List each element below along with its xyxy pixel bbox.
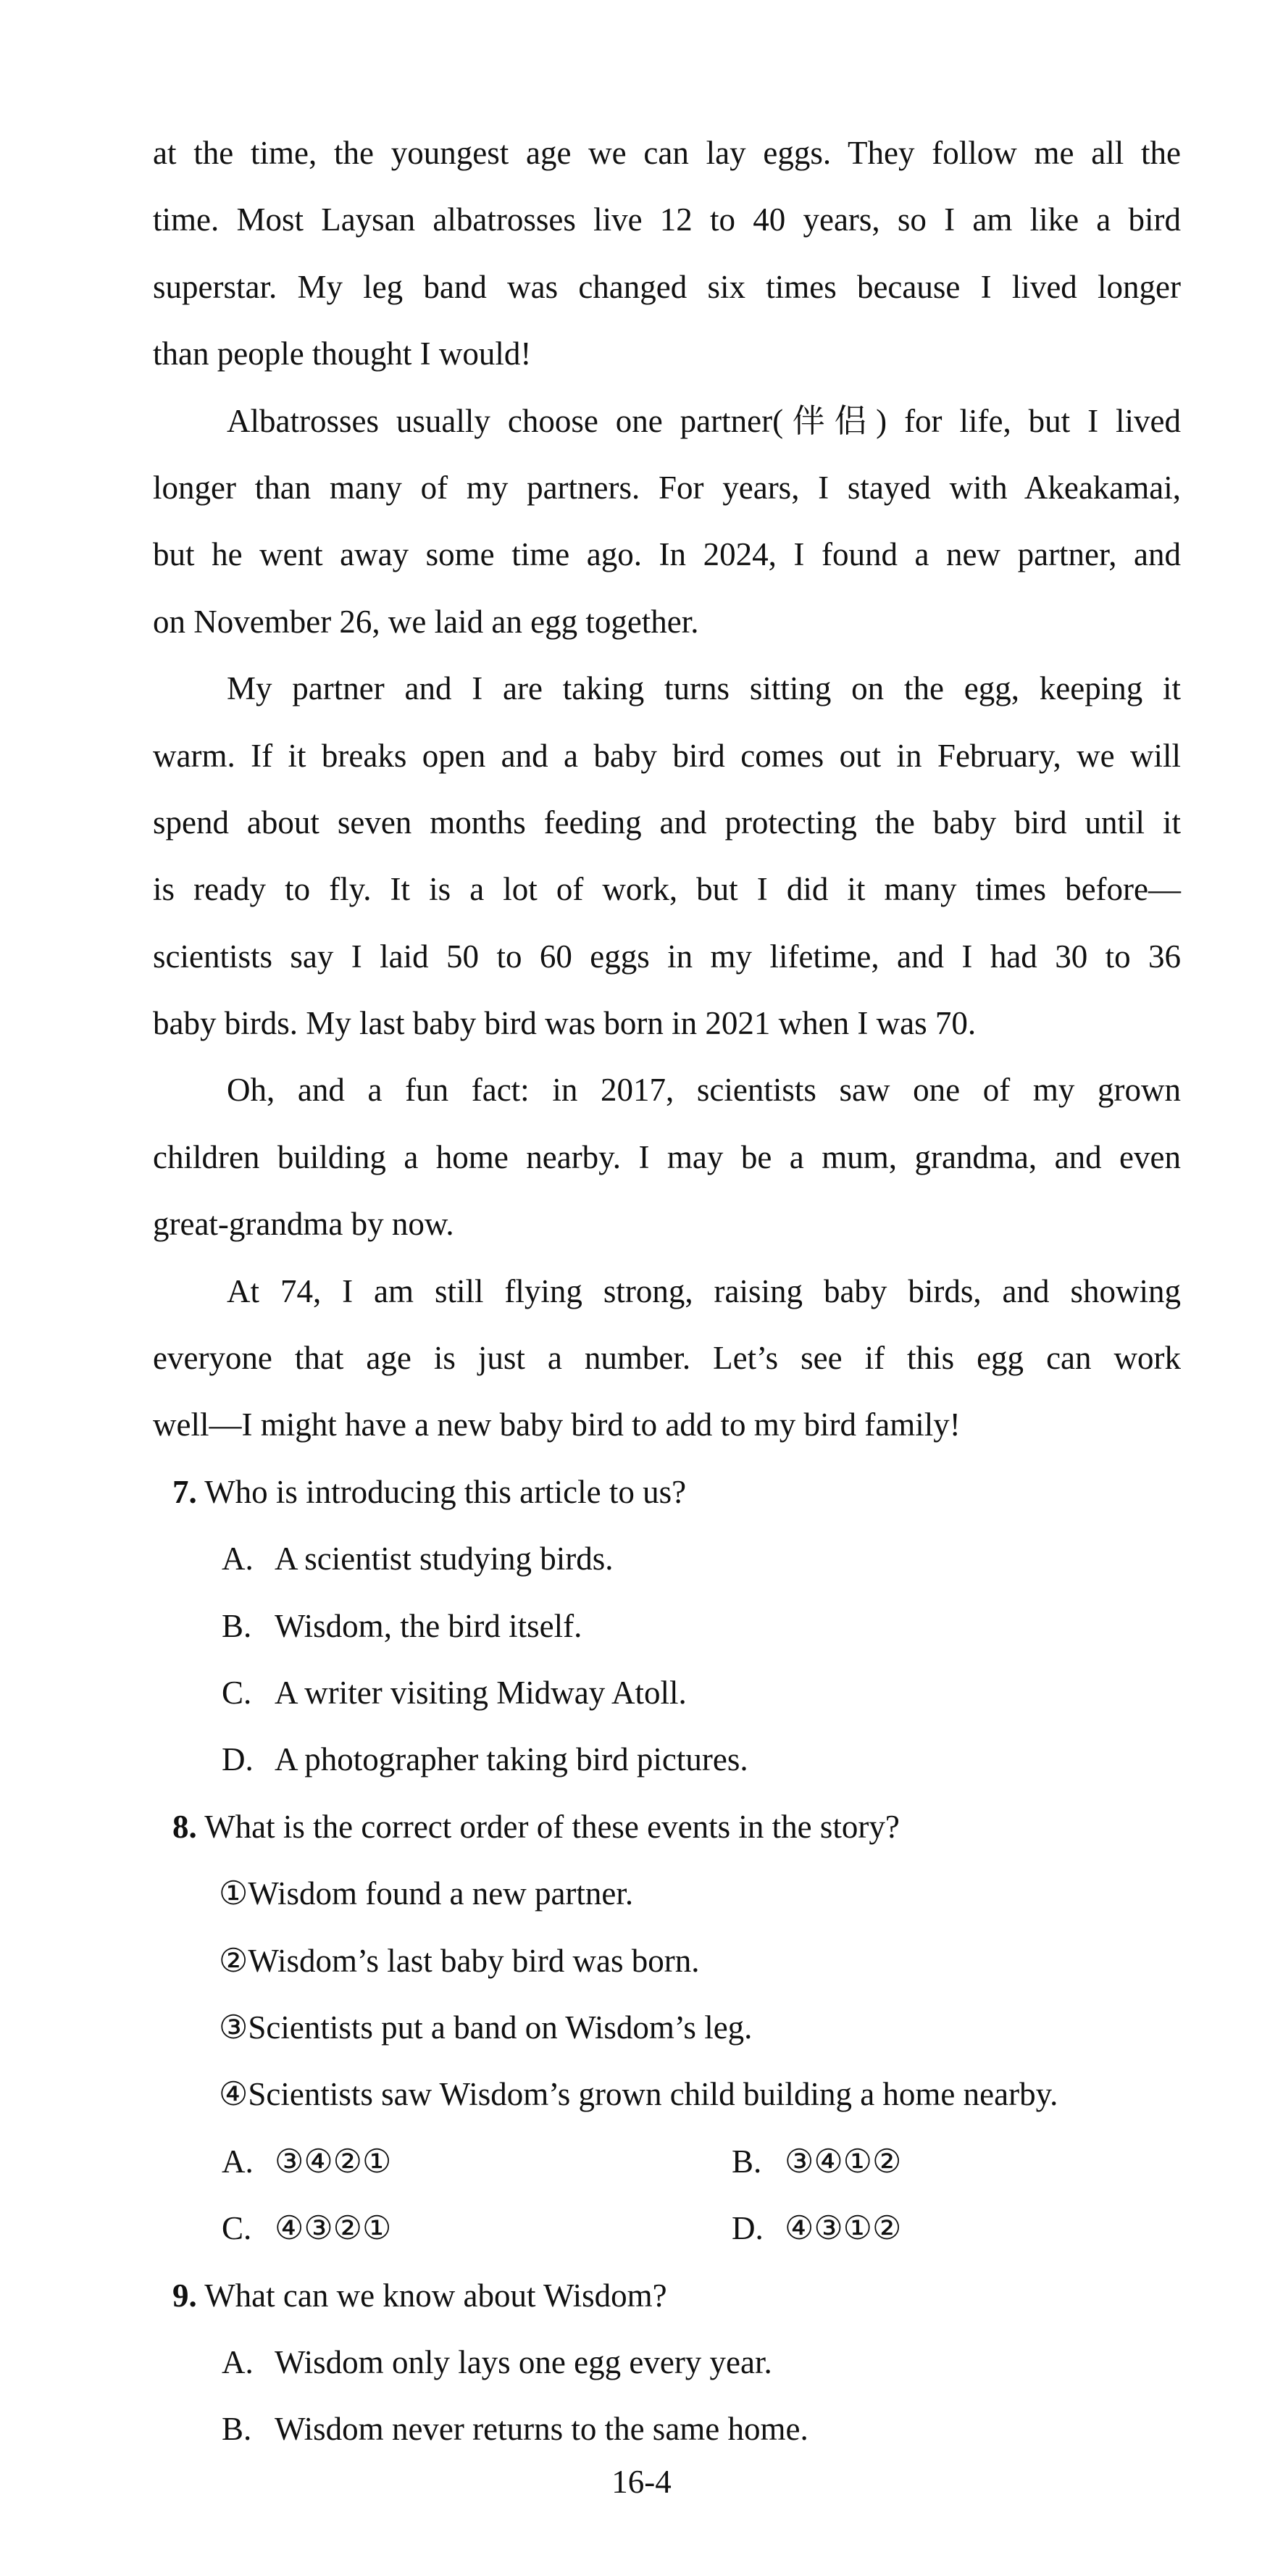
paragraph-line: well—I might have a new baby bird to add to my bird family! [153, 1406, 961, 1443]
paragraph [153, 388, 1181, 656]
paragraph-line: spend about seven months feeding and protecting the baby bird until it [153, 804, 1181, 841]
option-text: Wisdom, the bird itself. [275, 1607, 582, 1644]
option-label: C. [222, 2210, 252, 2247]
option-label: B. [732, 2143, 762, 2180]
option-text: ③④②① [275, 2143, 392, 2180]
question-number: 9. [172, 2277, 197, 2314]
question [153, 1459, 1181, 1793]
question-number: 7. [172, 1473, 197, 1510]
option-row [153, 2195, 1181, 2262]
answer-option[interactable] [222, 2195, 732, 2262]
option-row [153, 2128, 1181, 2195]
option-label: B. [222, 1607, 252, 1644]
paragraph-line: warm. If it breaks open and a baby bird comes out in February, we will [153, 737, 1181, 774]
option-label: B. [222, 2411, 252, 2448]
paragraph [153, 1056, 1181, 1257]
option-label: A. [222, 2143, 254, 2180]
option-label: A. [222, 1541, 254, 1577]
option-text: Wisdom only lays one egg every year. [275, 2343, 772, 2380]
paragraph [153, 1258, 1181, 1459]
option-text: ④③①② [785, 2210, 902, 2247]
option-text: A photographer taking bird pictures. [275, 1741, 748, 1778]
option-label: D. [222, 1741, 254, 1778]
option-label: C. [222, 1674, 252, 1711]
paragraph-line: time. Most Laysan albatrosses live 12 to 40 years, so I am like a bird [153, 201, 1181, 238]
answer-option[interactable] [153, 1525, 1181, 1592]
answer-option[interactable] [153, 1726, 1181, 1793]
paragraph-line: everyone that age is just a number. Let’s see if this egg can work [153, 1340, 1181, 1377]
event-item: ④Scientists saw Wisdom’s grown child building a home nearby. [219, 2076, 1058, 2113]
option-text: ④③②① [275, 2210, 392, 2247]
option-text: Wisdom never returns to the same home. [275, 2411, 808, 2448]
option-text: A writer visiting Midway Atoll. [275, 1674, 687, 1711]
paragraph-line: great-grandma by now. [153, 1206, 454, 1243]
answer-option[interactable] [153, 1659, 1181, 1726]
question-stem [153, 1459, 1181, 1525]
event-item: ③Scientists put a band on Wisdom’s leg. [219, 2009, 753, 2046]
paragraph [153, 120, 1181, 388]
option-label: A. [222, 2343, 254, 2380]
question-stem [153, 1793, 1181, 1860]
paragraph-line: baby birds. My last baby bird was born in 2021 when I was 70. [153, 1005, 977, 1042]
event-item: ②Wisdom’s last baby bird was born. [219, 1942, 700, 1979]
question-text: Who is introducing this article to us? [204, 1473, 687, 1510]
question-stem [153, 2262, 1181, 2329]
option-text: A scientist studying birds. [275, 1541, 614, 1577]
question-text: What is the correct order of these events in the story? [204, 1808, 900, 1845]
answer-option[interactable] [153, 1593, 1181, 1659]
paragraph-line: but he went away some time ago. In 2024, I found a new partner, and [153, 536, 1181, 573]
paragraph [153, 655, 1181, 1056]
paragraph-line: Albatrosses usually choose one partner(伴侣) for life, but I lived [227, 402, 1181, 439]
paragraph-line: children building a home nearby. I may be a mum, grandma, and even [153, 1138, 1181, 1175]
paragraph-line: Oh, and a fun fact: in 2017, scientists saw one of my grown [227, 1072, 1181, 1109]
paragraph-line: superstar. My leg band was changed six times because I lived longer [153, 268, 1181, 305]
document-body [153, 120, 1181, 2463]
question [153, 1793, 1181, 2262]
question-number: 8. [172, 1808, 197, 1845]
paragraph-line: scientists say I laid 50 to 60 eggs in my lifetime, and I had 30 to 36 [153, 938, 1181, 975]
paragraph-line: is ready to fly. It is a lot of work, but I did it many times before— [153, 871, 1181, 908]
paragraph-line: at the time, the youngest age we can lay eggs. They follow me all the [153, 135, 1181, 171]
paragraph-line: longer than many of my partners. For years, I stayed with Akeakamai, [153, 469, 1181, 506]
answer-option[interactable] [222, 2128, 732, 2195]
paragraph-line: My partner and I are taking turns sitting on the egg, keeping it [227, 670, 1181, 707]
answer-option[interactable] [732, 2128, 901, 2195]
question [153, 2262, 1181, 2463]
page-number: 16-4 [611, 2464, 672, 2500]
answer-option[interactable] [732, 2195, 901, 2262]
paragraph-line: on November 26, we laid an egg together. [153, 603, 699, 640]
option-text: ③④①② [785, 2143, 902, 2180]
event-item: ①Wisdom found a new partner. [219, 1875, 634, 1912]
paragraph-line: than people thought I would! [153, 335, 532, 372]
option-label: D. [732, 2210, 764, 2247]
question-text: What can we know about Wisdom? [204, 2277, 667, 2314]
paragraph-line: At 74, I am still flying strong, raising baby birds, and showing [227, 1272, 1181, 1309]
answer-option[interactable] [153, 2329, 1181, 2396]
